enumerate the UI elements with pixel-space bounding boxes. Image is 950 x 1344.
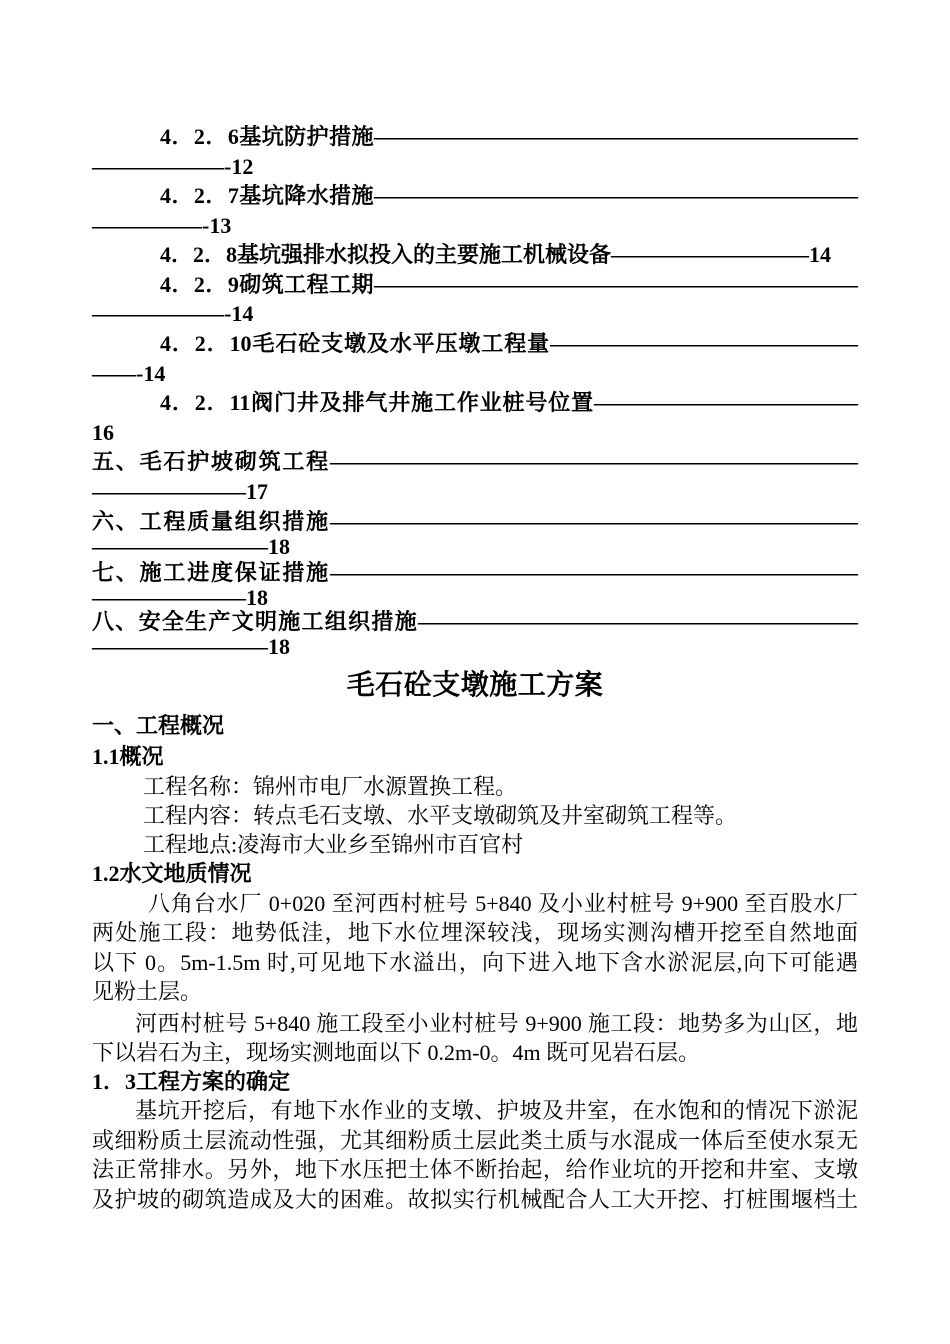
toc-entry-chapter-8 <box>92 610 858 659</box>
toc-dash-leader: ——————————————————————————————— <box>92 449 858 504</box>
document-title: 毛石砼支墩施工方案 <box>346 670 604 701</box>
project-name-line: 工程名称：锦州市电厂水源置换工程。 <box>143 773 518 799</box>
subsection-heading-hydrogeology: 1.2水文地质情况 <box>92 860 252 886</box>
subsection-heading-overview: 1.1概况 <box>92 744 164 769</box>
toc-entry-chapter-5 <box>92 447 858 506</box>
toc-page-number: 18 <box>246 584 268 610</box>
toc-dash-leader: ———————————————————————————— <box>92 124 858 179</box>
paragraph-hydrogeology-2 <box>92 1009 858 1068</box>
toc-entry-title: 4．2．8基坑强排水拟投入的主要施工机械设备 <box>160 242 612 267</box>
toc-entry-title: 4．2．9砌筑工程工期 <box>160 271 374 297</box>
toc-entry-4-2-9 <box>92 270 858 329</box>
paragraph-plan <box>92 1096 858 1214</box>
paragraph-line: 以下 0。5m-1.5m 时,可见地下水溢出，向下进入地下含水淤泥层,向下可能遇 <box>92 949 858 975</box>
toc-entry-chapter-6 <box>92 510 858 559</box>
toc-dash-leader: ————————— <box>611 242 810 267</box>
toc-dash-leader: ———————————————————————————— <box>92 271 858 326</box>
toc-page-number: 18 <box>268 533 290 559</box>
paragraph-line: 下以岩石为主，现场实测地面以下 0.2m-0。4m 既可见岩石层。 <box>92 1040 701 1065</box>
paragraph-line: 及护坡的砌筑造成及大的困难。故拟实行机械配合人工大开挖、打桩围堰档土 <box>92 1186 858 1212</box>
toc-entry-title: 4．2．7基坑降水措施 <box>160 183 374 208</box>
paragraph-hydrogeology-1 <box>92 889 858 1007</box>
paragraph-line: 基坑开挖后，有地下水作业的支墩、护坡及井室，在水饱和的情况下淤泥 <box>135 1098 858 1123</box>
toc-dash-leader: ———————————————————————————————— <box>92 509 858 559</box>
toc-entry-title: 六、工程质量组织措施 <box>92 509 330 534</box>
paragraph-line: 见粉土层。 <box>92 979 203 1004</box>
project-content-line: 工程内容：转点毛石支墩、水平支墩砌筑及井室砌筑工程等。 <box>143 802 738 828</box>
toc-entry-title: 七、施工进度保证措施 <box>92 560 330 585</box>
toc-entry-4-2-10 <box>92 329 858 388</box>
toc-entry-title: 4．2．11阀门井及排气井施工作业桩号位置 <box>160 390 594 415</box>
toc-page-number: -14 <box>136 360 166 386</box>
toc-entry-4-2-6 <box>92 122 858 181</box>
toc-page-number: 16 <box>92 419 114 445</box>
toc-page-number: 14 <box>809 242 832 267</box>
toc-entry-4-2-7 <box>92 181 858 240</box>
section-heading: 一、工程概况 <box>92 713 225 738</box>
toc-dash-leader: ——————————————————————————— <box>92 183 858 238</box>
toc-entry-title: 八、安全生产文明施工组织措施 <box>92 609 418 634</box>
toc-page-number: -12 <box>224 153 254 179</box>
toc-page-number: 17 <box>246 478 268 504</box>
subsection-heading-plan: 1．3工程方案的确定 <box>92 1068 291 1094</box>
toc-entry-title: 五、毛石护坡砌筑工程 <box>92 449 330 474</box>
toc-dash-leader: ———————————————— <box>92 331 858 386</box>
toc-entry-4-2-11 <box>92 388 858 447</box>
paragraph-line: 或细粉质土层流动性强，尤其细粉质土层此类土质与水混成一体后至使水泵无 <box>92 1127 858 1153</box>
project-info <box>92 772 858 859</box>
toc-dash-leader: ———————————————————————————— <box>92 609 858 659</box>
toc-entry-title: 4．2．10毛石砼支墩及水平压墩工程量 <box>160 331 550 356</box>
toc-dash-leader: ———————————— <box>594 390 858 415</box>
toc-entry-chapter-7 <box>92 561 858 610</box>
toc-dash-leader: ——————————————————————————————— <box>92 560 858 610</box>
paragraph-line: 八角台水厂 0+020 至河西村桩号 5+840 及小业村桩号 9+900 至百股水厂 <box>148 890 858 916</box>
project-location-line: 工程地点:凌海市大业乡至锦州市百官村 <box>143 831 524 857</box>
paragraph-line: 两处施工段：地势低洼，地下水位埋深较浅，现场实测沟槽开挖至自然地面 <box>92 920 858 945</box>
paragraph-line: 河西村桩号 5+840 施工段至小业村桩号 9+900 施工段：地势多为山区，地 <box>135 1010 858 1036</box>
toc-page-number: -13 <box>202 212 232 238</box>
paragraph-line: 法正常排水。另外，地下水压把土体不断抬起，给作业坑的开挖和井室、支墩 <box>92 1157 858 1182</box>
toc-page-number: -14 <box>224 301 254 326</box>
toc-entry-4-2-8 <box>92 240 858 270</box>
toc-page-number: 18 <box>268 633 290 659</box>
toc-entry-title: 4．2．6基坑防护措施 <box>160 124 374 149</box>
